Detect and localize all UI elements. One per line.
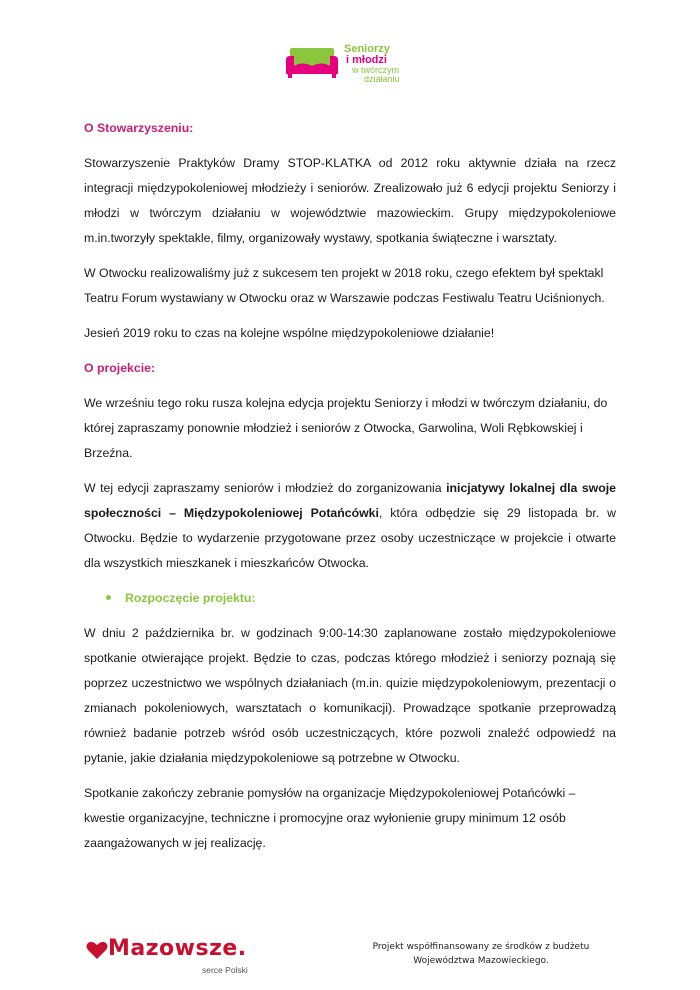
document-body [84,116,616,866]
heart-icon [86,940,108,960]
mazowsze-wordmark: Mazowsze. [108,936,247,961]
funding-note-line-2: Województwa Mazowieckiego. [413,956,549,966]
heading-o-stowarzyszeniu: O Stowarzyszeniu: [84,121,194,135]
sofa-icon [282,46,342,80]
paragraph [84,476,616,576]
paragraph: W Otwocku realizowaliśmy już z sukcesem ten projekt w 2018 roku, czego efektem był spektakl Teatru Forum wystawiany w Otwocku oraz w Warszawie podczas Festiwalu Teatru Uciśnionych. [84,266,605,305]
logo-line-4: działaniu [364,74,400,84]
heading-o-projekcie: O projekcie: [84,361,156,375]
paragraph: Spotkanie zakończy zebranie pomysłów na organizacje Międzypokoleniowej Potańcówki – kwestie organizacyjne, techniczne i promocyjne oraz wyłonienie grupy minimum 12 osób zaangażowanych w jej realizację. [84,786,576,850]
bullet-heading [84,586,616,611]
paragraph-text: , która odbędzie się 29 listopada br. w Otwocku. Będzie to wydarzenie przygotowane przez osoby uczestniczące w projekcie i otwarte dla wszystkich mieszkanek i mieszkańców Otwocka. [84,506,616,570]
header-logo [282,44,432,90]
paragraph: Jesień 2019 roku to czas na kolejne wspólne międzypokoleniowe działanie! [84,326,495,340]
mazowsze-logo [86,938,266,982]
bullet-heading-label: Rozpoczęcie projektu: [125,591,256,605]
logo-line-3: w twórczym [352,65,399,75]
paragraph: W dniu 2 października br. w godzinach 9:00-14:30 zaplanowane zostało międzypokoleniowe spotkanie otwierające projekt. Będzie to czas, podczas którego młodzież i seniorzy poznają się poprzez uczestnictwo we wspólnych działaniach (m.in. quizie międzypokoleniowym, prezentacji o zmianach pokoleniowych, warsztatach o komunikacji). Prowadzące spotkanie przeprowadzą również badanie potrzeb wśród osób uczestniczących, które pozwoli znaleźć odpowiedź na pytanie, jakie działania międzypokoleniowe są potrzebne w Otwocku. [84,626,616,765]
paragraph-text: W tej edycji zapraszamy seniorów i młodzież do zorganizowania [84,481,447,495]
highlighted-text: inicjatywy lokalnej dla swoje społeczności – Międzypokoleniowej Potańcówki [84,481,616,520]
paragraph: We wrześniu tego roku rusza kolejna edycja projektu Seniorzy i młodzi w twórczym działaniu, do której zapraszamy ponownie młodzież i seniorów z Otwocka, Garwolina, Woli Rębkowskiej i Brzeźna. [84,396,608,460]
logo-line-2: i młodzi [346,54,387,66]
funding-note-line-1: Projekt współfinansowany ze środków z budżetu [372,942,590,952]
funding-note [356,940,606,968]
mazowsze-tagline: serce Polski [202,965,248,975]
logo-wordmark [344,44,400,84]
logo-line-1: Seniorzy [344,43,390,55]
bullet-icon [106,595,111,600]
paragraph: Stowarzyszenie Praktyków Dramy STOP-KLATKA od 2012 roku aktywnie działa na rzecz integracji międzypokoleniowej młodzieży i seniorów. Zrealizowało już 6 edycji projektu Seniorzy i młodzi w twórczym działaniu w województwie mazowieckim. Grupy międzypokoleniowe m.in.tworzyły spektakle, filmy, organizowały wystawy, spotkania świąteczne i warsztaty. [84,156,616,245]
